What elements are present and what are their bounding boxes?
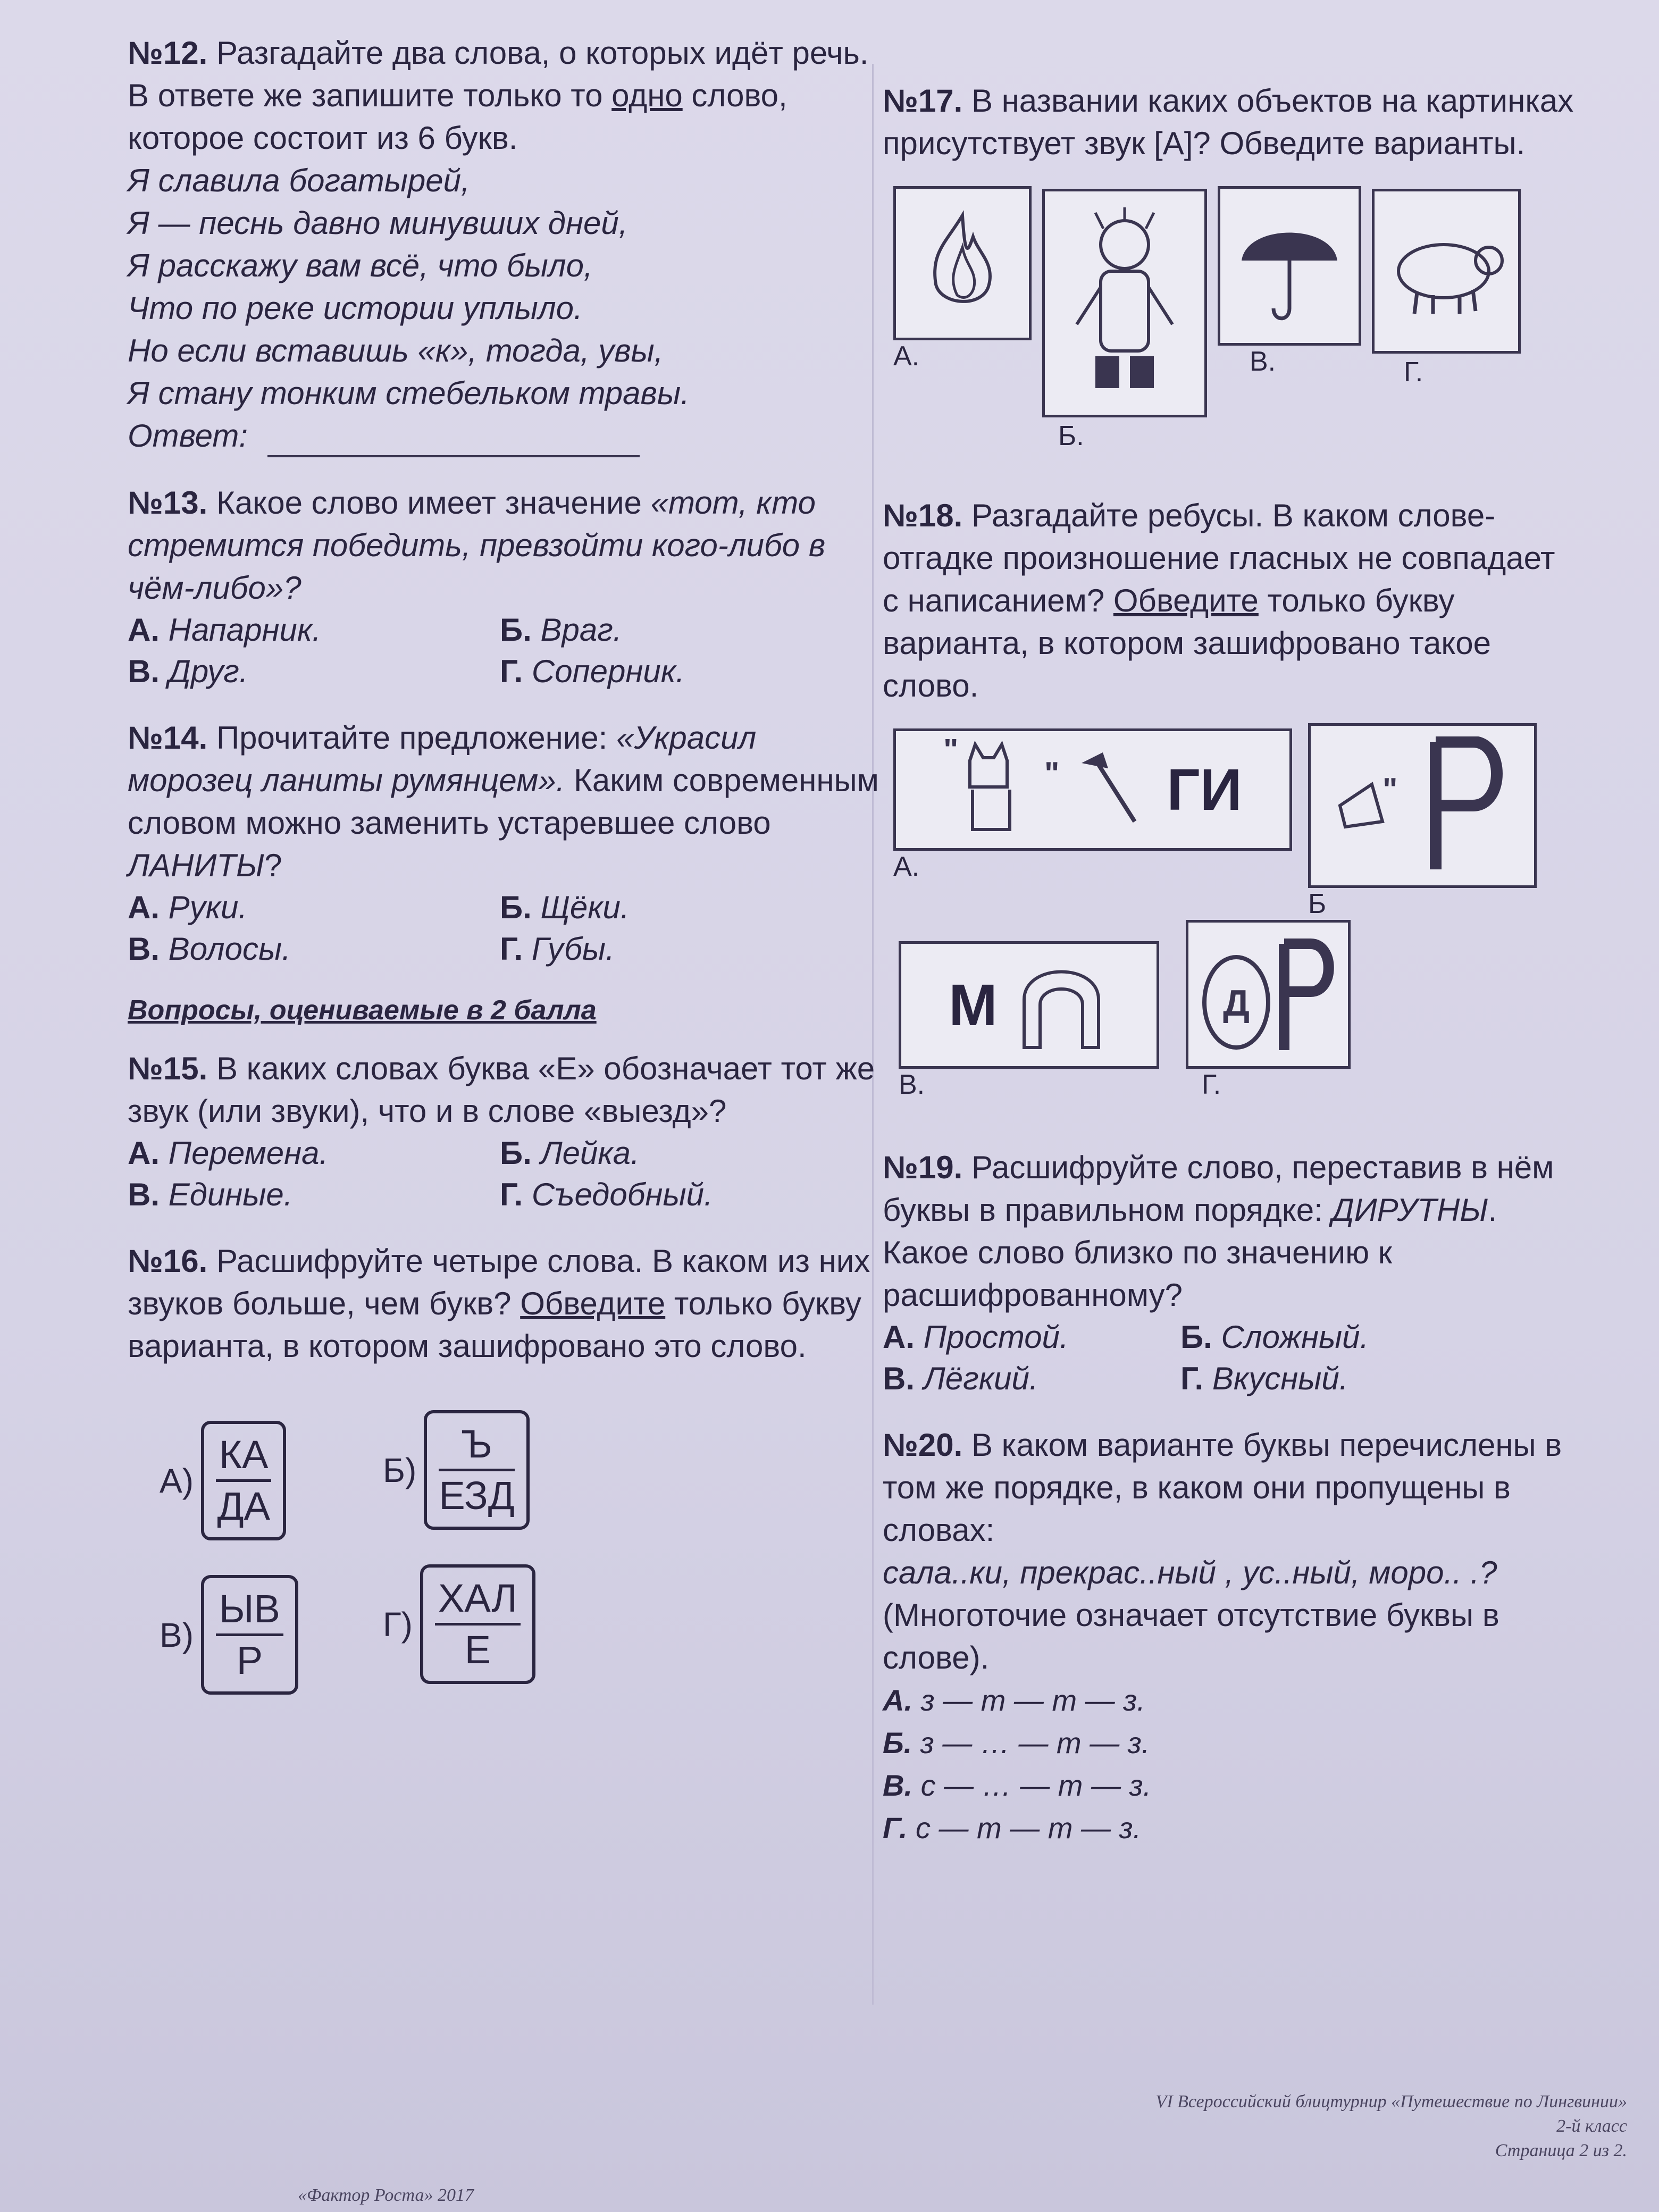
svg-text:Д: Д <box>1223 982 1250 1024</box>
label-a: А. <box>893 341 920 372</box>
cipher-card-a[interactable]: А) КА ДА <box>160 1421 286 1540</box>
footer-tournament: VI Всероссийский блицтурнир «Путешествие по Лингвинии» <box>1155 2092 1627 2112</box>
footer-page: Страница 2 из 2. <box>1495 2141 1627 2160</box>
task-text: Прочитайте предложение: <box>216 720 608 756</box>
task-text-cont: Каким современным словом можно заменить устаревшее слово <box>128 763 879 841</box>
rebus-a-letters: ГИ <box>1167 757 1242 823</box>
right-column <box>883 80 1574 1874</box>
option-v[interactable]: В. Друг. <box>128 653 248 689</box>
umbrella-picture[interactable] <box>1218 186 1361 346</box>
rebus-v-letter: М <box>949 972 998 1038</box>
letter-d-in-o-icon <box>1199 933 1337 1055</box>
task-20 <box>883 1424 1574 1849</box>
rebus-a[interactable] <box>893 728 1292 851</box>
left-column <box>128 32 883 1722</box>
cipher-cards <box>128 1368 883 1697</box>
pig-icon <box>1385 223 1507 319</box>
options <box>883 1317 1574 1400</box>
answer-line[interactable] <box>267 418 640 457</box>
task-text-cont: только букву варианта, в котором зашифровано такое слово. <box>883 583 1492 703</box>
rebus-v[interactable] <box>899 941 1159 1069</box>
pig-picture[interactable] <box>1372 189 1521 354</box>
option-v[interactable]: В. Лёгкий. <box>883 1361 1038 1396</box>
cat-icon <box>943 739 1028 840</box>
arch-icon <box>1013 957 1109 1053</box>
label-v: В. <box>899 1069 925 1100</box>
task-13 <box>128 482 883 692</box>
option-a[interactable]: А. Перемена. <box>128 1135 329 1171</box>
rebus-options <box>883 718 1574 1122</box>
section-heading: Вопросы, оцениваемые в 2 балла <box>128 995 597 1026</box>
task-number: №17. <box>883 83 963 119</box>
task-number: №20. <box>883 1427 963 1463</box>
task-number: №13. <box>128 485 208 521</box>
label-g: Г. <box>1404 357 1423 388</box>
task-15 <box>128 1048 883 1216</box>
cipher-card-b[interactable]: Б) Ъ ЕЗД <box>383 1410 530 1530</box>
option-a[interactable]: А. з — т — т — з. <box>883 1683 1145 1717</box>
option-v[interactable]: В. Единые. <box>128 1177 293 1212</box>
task-number: №14. <box>128 720 208 756</box>
task-number: №12. <box>128 35 208 71</box>
options <box>883 1679 1574 1849</box>
task-text: В каком варианте буквы перечислены в том же порядке, в каком они пропущены в словах: <box>883 1427 1562 1548</box>
option-v[interactable]: В. Волосы. <box>128 931 291 967</box>
task-quote: «тот, кто стремится победить, превзойти кого-либо в чём-либо»? <box>128 485 826 606</box>
task-text: В каких словах буква «Е» обозначает тот же звук (или звуки), что и в слове «выезд»? <box>128 1051 875 1129</box>
label-a: А. <box>893 851 920 882</box>
task-text: Расшифруйте слово, переставив в нём буквы в правильном порядке: <box>883 1150 1554 1228</box>
option-v[interactable]: В. с — … — т — з. <box>883 1769 1152 1802</box>
option-b[interactable]: Б. Враг. <box>500 612 622 648</box>
option-g[interactable]: Г. Съедобный. <box>500 1177 713 1212</box>
svg-text:": " <box>1382 774 1398 807</box>
poem-line: Но если вставишь «к», тогда, увы, <box>128 333 664 368</box>
underlined-word: одно <box>611 78 683 113</box>
task-text: Разгадайте два слова, о которых идёт речь. В ответе же запишите только то <box>128 35 869 113</box>
option-b[interactable]: Б. Лейка. <box>500 1135 640 1171</box>
picture-options <box>883 175 1574 473</box>
task-text: Какое слово имеет значение <box>216 485 642 521</box>
option-g[interactable]: Г. с — т — т — з. <box>883 1811 1142 1845</box>
rebus-b[interactable] <box>1308 723 1537 888</box>
task-quote: «Украсил морозец ланиты румянцем». <box>128 720 757 798</box>
task-number: №16. <box>128 1243 208 1279</box>
option-b[interactable]: Б. з — … — т — з. <box>883 1726 1150 1759</box>
underlined-word: Обведите <box>520 1286 666 1321</box>
gap-words: сала..ки, прекрас..ный , ус..ный, моро.. .? <box>883 1555 1497 1590</box>
label-b: Б. <box>1058 421 1084 451</box>
cipher-card-v[interactable]: В) ЫВ Р <box>160 1575 298 1695</box>
task-number: №19. <box>883 1150 963 1185</box>
scrambled-word: ДИРУТНЫ <box>1331 1192 1488 1228</box>
page-footer <box>1156 2090 1627 2163</box>
task-18 <box>883 495 1574 1122</box>
fire-icon <box>915 210 1010 316</box>
poem-line: Я расскажу вам всё, что было, <box>128 248 593 283</box>
task-text: В названии каких объектов на картинках присутствует звук [А]? Обведите варианты. <box>883 83 1574 161</box>
umbrella-icon <box>1236 207 1343 324</box>
option-g[interactable]: Г. Вкусный. <box>1180 1361 1348 1396</box>
poem-line: Я стану тонким стебельком травы. <box>128 375 690 411</box>
cheese-icon <box>1335 774 1409 837</box>
option-a[interactable]: А. Руки. <box>128 890 248 925</box>
option-a[interactable]: А. Простой. <box>883 1319 1069 1355</box>
task-12 <box>128 32 883 457</box>
label-b: Б <box>1308 889 1327 919</box>
letter-r-icon <box>1425 736 1510 875</box>
answer-label: Ответ: <box>128 418 248 454</box>
task-number: №18. <box>883 498 963 533</box>
task-17 <box>883 80 1574 473</box>
fire-picture[interactable] <box>893 186 1032 340</box>
underlined-word: Обведите <box>1113 583 1259 618</box>
option-g[interactable]: Г. Губы. <box>500 931 615 967</box>
clown-icon <box>1066 207 1183 399</box>
task-number: №15. <box>128 1051 208 1086</box>
obsolete-word: ЛАНИТЫ <box>128 848 265 883</box>
rebus-g[interactable] <box>1186 920 1351 1069</box>
label-v: В. <box>1250 346 1276 377</box>
svg-text:": " <box>1044 756 1060 791</box>
options <box>128 609 883 692</box>
task-14: №14. Прочитайте предложение: «Украсил морозец ланиты румянцем». Каким современным словом можно заменить устаревшее слово ЛАНИТЫ? А. Руки. Б. Щёки. В. Волосы. Г. Губы. <box>128 717 883 970</box>
label-g: Г. <box>1202 1069 1221 1100</box>
poem-line: Я — песнь давно минувших дней, <box>128 205 628 241</box>
task-text-cont: слово, которое состоит из 6 букв. <box>128 78 787 156</box>
poem-line: Я славила богатырей, <box>128 163 470 198</box>
option-b[interactable]: Б. Сложный. <box>1180 1319 1369 1355</box>
note: (Многоточие означает отсутствие буквы в слове). <box>883 1597 1499 1675</box>
task-19: №19. Расшифруйте слово, переставив в нём буквы в правильном порядке: ДИРУТНЫ. Какое слово близко по значению к расшифрованному? А. Простой. Б. Сложный. В. Лёгкий. Г. Вкусный. <box>883 1146 1574 1400</box>
task-16 <box>128 1240 883 1697</box>
axe-icon <box>1044 747 1151 832</box>
options <box>128 1133 883 1216</box>
option-a[interactable]: А. Напарник. <box>128 612 321 648</box>
clown-picture[interactable] <box>1042 189 1207 417</box>
task-text-cont: только букву варианта, в котором зашифровано это слово. <box>128 1286 861 1364</box>
riddle-poem <box>128 160 883 415</box>
cipher-card-g[interactable]: Г) ХАЛ Е <box>383 1564 535 1684</box>
footer-grade: 2-й класс <box>1556 2116 1627 2136</box>
option-b[interactable]: Б. Щёки. <box>500 890 630 925</box>
options <box>128 887 883 970</box>
option-g[interactable]: Г. Соперник. <box>500 653 685 689</box>
footer-publisher: «Фактор Роста» 2017 <box>298 2185 474 2205</box>
task-text: Разгадайте ребусы. В каком слове-отгадке произношение гласных не совпадает с написанием? <box>883 498 1555 618</box>
svg-text:": " <box>943 739 959 767</box>
poem-line: Что по реке истории уплыло. <box>128 290 583 326</box>
task-text: Расшифруйте четыре слова. В каком из них звуков больше, чем букв? <box>128 1243 870 1321</box>
